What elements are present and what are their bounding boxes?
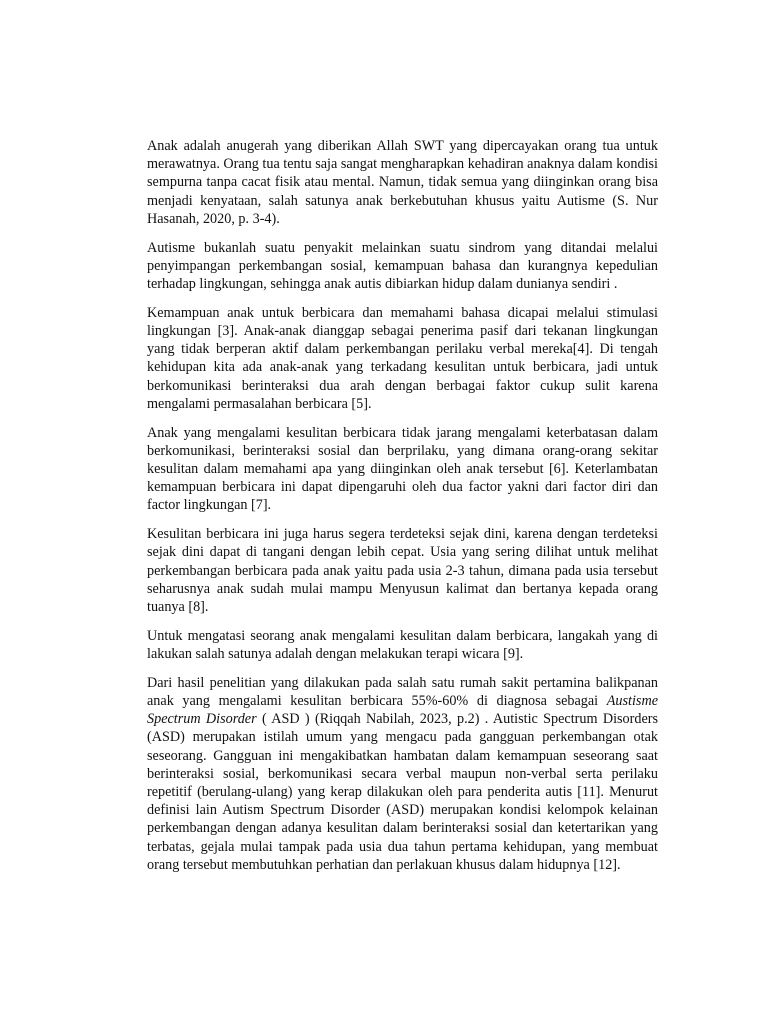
paragraph-2: Autisme bukanlah suatu penyakit melainkan suatu sindrom yang ditandai melalui penyimpangan perkembangan sosial, kemampuan bahasa dan kurangnya kepedulian terhadap lingkungan, sehingga anak autis dibiarkan hidup dalam dunianya sendiri .	[147, 239, 658, 293]
paragraph-3: Kemampuan anak untuk berbicara dan memahami bahasa dicapai melalui stimulasi lingkungan [3]. Anak-anak dianggap sebagai penerima pasif dari tekanan lingkungan yang tidak berperan aktif dalam perkembangan perilaku verbal mereka[4]. Di tengah kehidupan kita ada anak-anak yang terkadang kesulitan untuk berbicara, jadi untuk berkomunikasi berinteraksi dua arah dengan berbagai faktor cukup sulit karena mengalami permasalahan berbicara [5].	[147, 304, 658, 412]
paragraph-1: Anak adalah anugerah yang diberikan Allah SWT yang dipercayakan orang tua untuk merawatnya. Orang tua tentu saja sangat mengharapkan kehadiran anaknya dalam kondisi sempurna tanpa cacat fisik atau mental. Namun, tidak semua yang diinginkan orang bisa menjadi kenyataan, salah satunya anak berkebutuhan khusus yaitu Autisme (S. Nur Hasanah, 2020, p. 3-4).	[147, 138, 658, 227]
paragraph-5: Kesulitan berbicara ini juga harus segera terdeteksi sejak dini, karena dengan terdeteksi sejak dini dapat di tangani dengan lebih cepat. Usia yang sering dilihat untuk melihat perkembangan berbicara pada anak yaitu pada usia 2-3 tahun, dimana pada usia tersebut seharusnya anak sudah mulai mampu Menyusun kalimat dan bertanya kepada orang tuanya [8].	[147, 526, 658, 616]
paragraph-7	[147, 674, 658, 874]
italic-term: Austisme Spectrum Disorder	[147, 693, 658, 728]
paragraph-7-text-end: ( ASD ) (Riqqah Nabilah, 2023, p.2) . Autistic Spectrum Disorders (ASD) merupakan istilah umum yang mengacu pada gangguan perkembangan otak seseorang. Gangguan ini mengakibatkan hambatan dalam kemampuan seseorang saat berinteraksi sosial, berkomunikasi secara verbal maupun non-verbal serta perilaku repetitif (berulang-ulang) yang kerap dilakukan oleh para penderita autis [11]. Menurut definisi lain Autism Spectrum Disorder (ASD) merupakan kondisi kelompok kelainan perkembangan dengan adanya kesulitan dalam berinteraksi sosial dan ketertarikan yang terbatas, gejala mulai tampak pada usia dua tahun pertama kehidupan, yang membuat orang tersebut membutuhkan perhatian dan perlakuan khusus dalam hidupnya [12].	[147, 711, 658, 873]
paragraph-6: Untuk mengatasi seorang anak mengalami kesulitan dalam berbicara, langakah yang di lakukan salah satunya adalah dengan melakukan terapi wicara [9].	[147, 627, 658, 663]
document-body	[147, 137, 658, 874]
paragraph-4: Anak yang mengalami kesulitan berbicara tidak jarang mengalami keterbatasan dalam berkomunikasi, berinteraksi sosial dan berprilaku, yang dimana orang-orang sekitar kesulitan dalam memahami apa yang diinginkan oleh anak tersebut [6]. Keterlambatan kemampuan berbicara ini dapat dipengaruhi oleh dua factor yakni dari factor diri dan factor lingkungan [7].	[147, 424, 658, 514]
paragraph-7-text-start: Dari hasil penelitian yang dilakukan pada salah satu rumah sakit pertamina balikpanan anak yang mengalami kesulitan berbicara 55%-60% di diagnosa sebagai	[147, 674, 658, 710]
